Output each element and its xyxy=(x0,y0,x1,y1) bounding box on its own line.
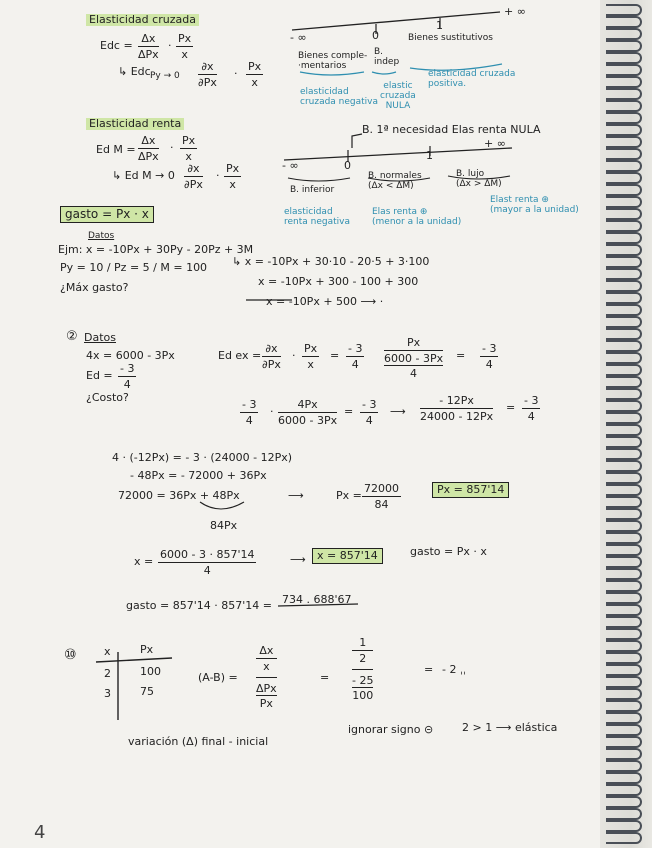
spiral-ring xyxy=(606,652,642,664)
section-title-cruzada: Elasticidad cruzada xyxy=(86,14,199,26)
fraction-nested: Px 6000 - 3Px 4 xyxy=(384,336,444,380)
fraction-compound: 1 2 - 25 100 xyxy=(352,636,374,702)
fraction: $\frac{\partial x}{\partial Px}$ xyxy=(184,162,203,191)
spiral-ring xyxy=(606,268,642,280)
spiral-ring xyxy=(606,664,642,676)
table-cell: 3 xyxy=(104,687,111,700)
axis-label-pos-inf: + ∞ xyxy=(504,5,526,18)
spiral-ring xyxy=(606,292,642,304)
fraction: $\frac{Px}{x}$ xyxy=(304,342,318,371)
fraction: $\frac{- 12Px}{24000 - 12Px}$ xyxy=(420,394,494,423)
table-divider-horizontal xyxy=(96,658,172,662)
gasto-result: 734 . 688'67 xyxy=(282,593,352,606)
table-cell: 75 xyxy=(140,685,154,698)
spiral-ring xyxy=(606,220,642,232)
spiral-ring xyxy=(606,424,642,436)
spiral-ring xyxy=(606,412,642,424)
spiral-ring xyxy=(606,352,642,364)
fraction: $\frac{- 3}{4}$ xyxy=(524,394,539,423)
axis-label-neg-inf: - ∞ xyxy=(290,31,307,44)
spiral-ring xyxy=(606,172,642,184)
gasto-formula-box: gasto = Px · x xyxy=(60,206,154,223)
spiral-ring xyxy=(606,376,642,388)
spiral-ring xyxy=(606,160,642,172)
example-equation: Ejm: x = -10Px + 30Py - 20Pz + 3M xyxy=(58,243,254,256)
fraction: $\frac{- 3}{4}$ xyxy=(120,362,135,391)
top-label: B. 1ª necesidad Elas renta NULA xyxy=(362,123,541,136)
spiral-ring xyxy=(606,772,642,784)
spiral-ring xyxy=(606,112,642,124)
spiral-ring xyxy=(606,556,642,568)
table-cell: 100 xyxy=(140,665,161,678)
notebook-page: Elasticidad cruzada Edc = Δx ΔPx · $\frac{Px}{x}$ ↳ Edc Py → 0 $\frac{\partial x}{\partial Px}$ · $\frac{Px}{x}$ - ∞ 0 1 + ∞ Bienes comple- ·mentarios B. indep Bienes sustitutivos elasticidad cruzada negativa elastic cruzada NULA elasticidad cruzada positiva. Elasticidad renta Ed M = Δx ΔPx · $\frac{Px}{x}$ ↳ Ed M → 0 $\frac{\partial x}{\partial Px}$ · $\frac{Px}{x}$ B. 1ª necesidad Elas renta NULA - ∞ 0 1 + ∞ B. inferior B. normales (Δx < ΔM) B. lujo (Δx > ΔM) elasticidad renta negativa Elas renta ⊕ (menor a la unidad) Elast renta ⊕ (mayor a la unidad) gasto = Px · x Datos Ejm: x = -10Px + 30Py - 20Pz + 3M Py = 10 / Pz = 5 / M = 100 ¿Máx gasto? ↳ x = -10Px + 30·10 - 20·5 + 3·100 x = -10Px + 300 - 100 + 300 x = -10Px + 500 ⟶ · ② Datos 4x = 6000 - 3Px Ed = $\frac{- 3}{4}$ ¿Costo? Ed ex = $\frac{\partial x}{\partial Px}$ · $\frac{Px}{x}$ = $\frac{- 3}{4}$ Px 6000 - 3Px 4 = $\frac{- 3}{4}$ $\frac{- 3}{4}$ · $\frac{4Px}{6000 - 3Px}$ = $\frac{- 3}{4}$ ⟶ $\frac{- 12Px}{24000 - 12Px}$ = $\frac{- 3}{4}$ 4 · (-12Px) = - 3 · (24000 - 12Px) - 48Px = - 72000 + 36Px 72000 = 36Px + 48Px ⟶ Px = $\frac{72000}{84}$ Px = 857'14 84Px x = $\frac{6000 - 3 \cdot 857'14}{4}$ ⟶ x = 857'14 gasto = Px · x gasto = 857'14 · 857'14 = 734 . 688'67 ⑩ x Px 2 100 3 75 (A-B) = Δx x ΔPx Px = 1 2 - 25 100 = - 2 ˌˌ variación (Δ) final - inicial ignorar signo ⊝ 2 > 1 ⟶ elástica 4 xyxy=(0,0,600,848)
spiral-ring xyxy=(606,4,642,16)
spiral-ring xyxy=(606,208,642,220)
spiral-ring xyxy=(606,796,642,808)
fraction: Δx ΔPx xyxy=(138,32,159,61)
fraction: $\frac{\partial x}{\partial Px}$ xyxy=(262,342,281,371)
table-header-x: x xyxy=(104,645,111,658)
formula-lhs: Edc = xyxy=(100,39,133,52)
spiral-ring xyxy=(606,64,642,76)
spiral-ring xyxy=(606,784,642,796)
spiral-ring xyxy=(606,532,642,544)
spiral-ring xyxy=(606,568,642,580)
axis-line-cruzada xyxy=(292,12,500,30)
spiral-ring xyxy=(606,508,642,520)
limit-lhs: ↳ Edc xyxy=(118,65,151,78)
table-header-px: Px xyxy=(140,643,154,656)
spiral-ring xyxy=(606,592,642,604)
fraction: $\frac{\partial x}{\partial Px}$ xyxy=(198,60,217,89)
spiral-ring xyxy=(606,388,642,400)
spiral-ring xyxy=(606,640,642,652)
spiral-ring xyxy=(606,100,642,112)
spiral-ring xyxy=(606,124,642,136)
spiral-ring xyxy=(606,340,642,352)
spiral-ring xyxy=(606,400,642,412)
fraction: Δx ΔPx xyxy=(138,134,159,163)
spiral-ring xyxy=(606,736,642,748)
spiral-ring xyxy=(606,712,642,724)
fraction: $\frac{6000 - 3 \cdot 857'14}{4}$ xyxy=(160,548,255,577)
spiral-ring xyxy=(606,676,642,688)
px-result-box: Px = 857'14 xyxy=(432,482,509,498)
spiral-ring xyxy=(606,724,642,736)
spiral-ring xyxy=(606,40,642,52)
elasticity-result: - 2 ˌˌ xyxy=(442,663,467,676)
spiral-ring xyxy=(606,580,642,592)
spiral-ring xyxy=(606,460,642,472)
spiral-ring xyxy=(606,88,642,100)
spiral-ring xyxy=(606,184,642,196)
spiral-ring xyxy=(606,484,642,496)
section-title-renta: Elasticidad renta xyxy=(86,118,184,130)
axis-line-renta xyxy=(284,148,512,160)
fraction: $\frac{Px}{x}$ xyxy=(178,32,192,61)
spiral-ring xyxy=(606,28,642,40)
spiral-ring xyxy=(606,16,642,28)
spiral-ring xyxy=(606,688,642,700)
spiral-ring xyxy=(606,316,642,328)
spiral-ring xyxy=(606,748,642,760)
formula-lhs: Ed M = xyxy=(96,143,136,156)
fraction-compound: Δx x ΔPx Px xyxy=(256,644,277,710)
spiral-ring xyxy=(606,520,642,532)
spiral-ring xyxy=(606,136,642,148)
spiral-ring xyxy=(606,196,642,208)
spiral-ring xyxy=(606,52,642,64)
spiral-ring xyxy=(606,832,642,844)
spiral-ring xyxy=(606,604,642,616)
fraction: $\frac{- 3}{4}$ xyxy=(348,342,363,371)
spiral-ring xyxy=(606,256,642,268)
spiral-ring xyxy=(606,544,642,556)
table-cell: 2 xyxy=(104,667,111,680)
spiral-ring xyxy=(606,364,642,376)
spiral-ring xyxy=(606,808,642,820)
fraction: $\frac{Px}{x}$ xyxy=(182,134,196,163)
fraction: $\frac{Px}{x}$ xyxy=(226,162,240,191)
spiral-ring xyxy=(606,760,642,772)
spiral-ring xyxy=(606,616,642,628)
spiral-ring xyxy=(606,280,642,292)
fraction: $\frac{- 3}{4}$ xyxy=(362,398,377,427)
spiral-ring xyxy=(606,232,642,244)
spiral-ring xyxy=(606,820,642,832)
fraction: $\frac{Px}{x}$ xyxy=(248,60,262,89)
spiral-ring xyxy=(606,628,642,640)
spiral-ring xyxy=(606,436,642,448)
fraction: $\frac{- 3}{4}$ xyxy=(242,398,257,427)
spiral-binding xyxy=(600,0,652,848)
spiral-ring xyxy=(606,472,642,484)
fraction: $\frac{72000}{84}$ xyxy=(364,482,399,511)
fraction: $\frac{4Px}{6000 - 3Px}$ xyxy=(278,398,338,427)
spiral-ring xyxy=(606,700,642,712)
spiral-ring xyxy=(606,328,642,340)
x-result-box: x = 857'14 xyxy=(312,548,383,564)
spiral-ring xyxy=(606,76,642,88)
page-number: 4 xyxy=(34,822,46,843)
spiral-ring xyxy=(606,304,642,316)
fraction: $\frac{- 3}{4}$ xyxy=(482,342,497,371)
spiral-ring xyxy=(606,244,642,256)
spiral-ring xyxy=(606,148,642,160)
spiral-ring xyxy=(606,448,642,460)
spiral-ring xyxy=(606,496,642,508)
